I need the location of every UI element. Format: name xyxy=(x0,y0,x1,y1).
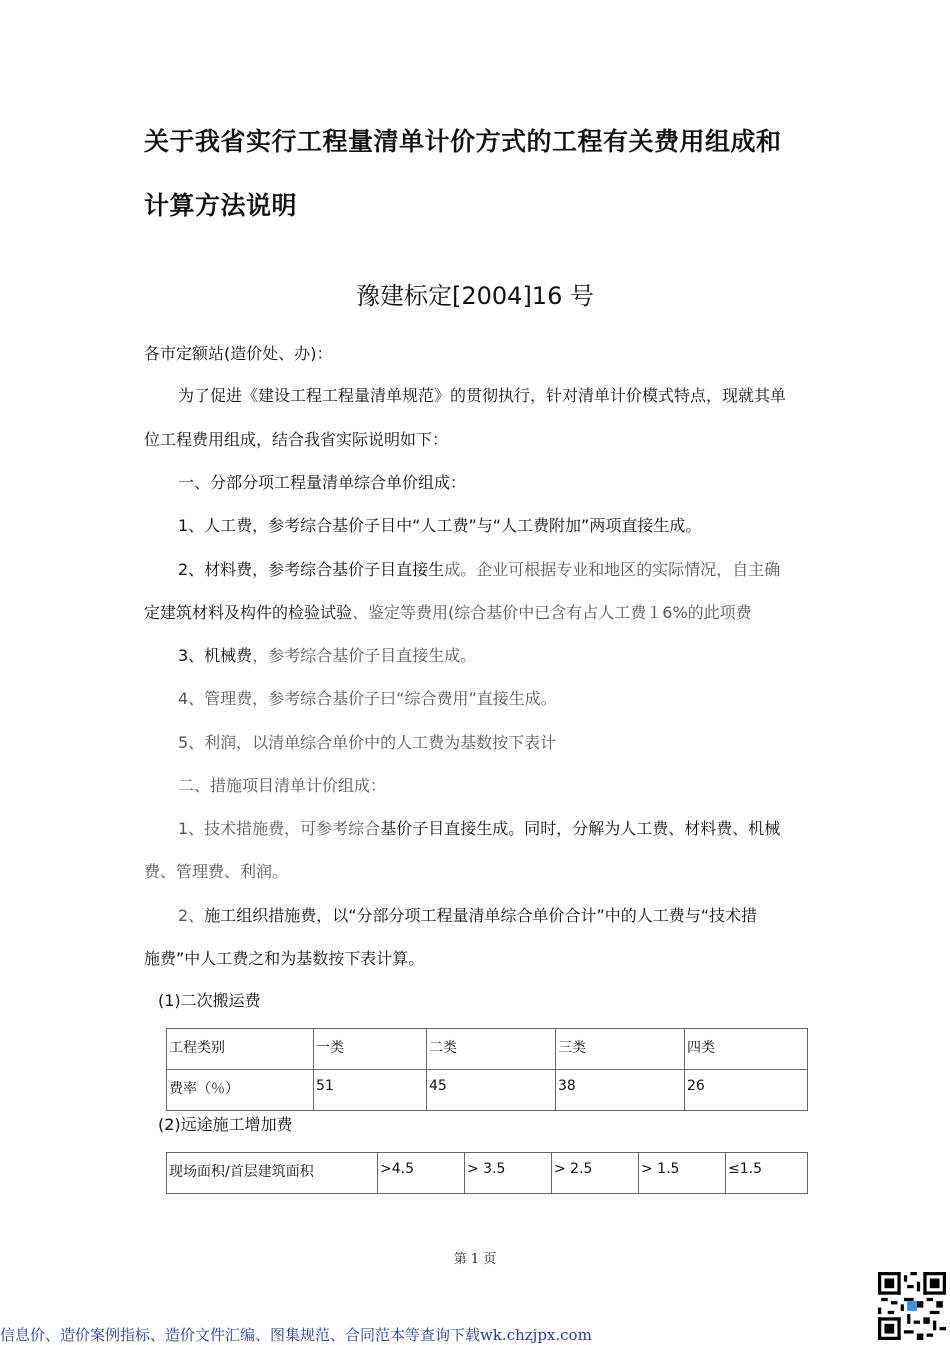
page-title-line-2: 计算方法说明 xyxy=(144,191,298,220)
table-cell: > 1.5 xyxy=(639,1153,726,1194)
item-2-text-a: 2、材料费，参考综合基价子目直接生 xyxy=(178,560,445,579)
section-1-item-1: 1、人工费，参考综合基价子目中“人工费”与“人工费附加”两项直接生成。 xyxy=(178,516,702,535)
table-1 xyxy=(166,1028,808,1111)
table-cell: 26 xyxy=(685,1070,808,1111)
section-1-heading: 一、分部分项工程量清单综合单价组成： xyxy=(178,473,467,492)
section-2-heading: 二、措施项目清单计价组成： xyxy=(178,776,387,795)
table-cell: 工程类别 xyxy=(167,1029,314,1070)
section-2-item-1-text-a: 1、技术措施费，可参考综合 xyxy=(178,819,381,838)
table-2 xyxy=(166,1152,808,1194)
section-1-item-3 xyxy=(178,646,476,666)
section-1-item-4: 4、管理费，参考综合基价子曰“综合费用”直接生成。 xyxy=(178,689,557,708)
section-2-item-2-line-2: 施费”中人工费之和为基数按下表计算。 xyxy=(144,949,425,968)
page-number: 第 1 页 xyxy=(453,1252,497,1267)
table-cell: >4.5 xyxy=(378,1153,465,1194)
section-2-item-1-text-b: 基价子目直接生成。同时，分解为人工费、材料费、机械 xyxy=(380,819,781,838)
table-cell: 45 xyxy=(427,1070,556,1111)
intro-line-1: 为了促进《建设工程工程量清单规范》的贯彻执行，针对清单计价模式特点，现就其单 xyxy=(178,386,787,405)
table-cell: ≤1.5 xyxy=(726,1153,808,1194)
table-cell: 38 xyxy=(556,1070,685,1111)
section-2-item-2-text-b: 施工组织措施费，以“分部分项工程量清单综合单价合计”中的人工费与“技术措 xyxy=(204,906,758,925)
table-cell: > 2.5 xyxy=(552,1153,639,1194)
section-2-item-1 xyxy=(178,819,780,839)
table-cell: 费率（％） xyxy=(167,1070,314,1111)
table-cell: 四类 xyxy=(685,1029,808,1070)
table-row xyxy=(167,1029,808,1070)
table-row xyxy=(167,1153,808,1194)
table-row xyxy=(167,1070,808,1111)
item-2-line-2-text-b: 、鉴定等费用(综合基价中已含有占人工费１6%的此项费 xyxy=(352,603,752,622)
table-1-caption: (1)二次搬运费 xyxy=(158,991,261,1010)
section-1-item-2-line-2 xyxy=(144,603,752,623)
table-cell: 现场面积/首层建筑面积 xyxy=(167,1153,378,1194)
page-title-line-1: 关于我省实行工程量清单计价方式的工程有关费用组成和 xyxy=(144,127,782,156)
table-cell: 一类 xyxy=(314,1029,427,1070)
item-2-line-2-text-a: 定建筑材料及构件的检验试验 xyxy=(144,603,353,622)
table-cell: > 3.5 xyxy=(465,1153,552,1194)
section-2-item-1-line-2: 费、管理费、利润。 xyxy=(144,862,289,881)
table-cell: 三类 xyxy=(556,1029,685,1070)
qr-code-icon[interactable] xyxy=(878,1272,946,1340)
salutation: 各市定额站(造价处、办)： xyxy=(144,344,333,363)
section-2-item-2 xyxy=(178,906,757,926)
table-2-caption: (2)远途施工增加费 xyxy=(158,1115,293,1134)
item-2-text-b: 成。企业可根据专业和地区的实际情况，自主确 xyxy=(444,560,781,579)
table-cell: 51 xyxy=(314,1070,427,1111)
item-3-text-b: ，参考综合基价子目直接生成。 xyxy=(252,646,477,665)
table-cell: 二类 xyxy=(427,1029,556,1070)
footer-link[interactable]: 信息价、造价案例指标、造价文件汇编、图集规范、合同范本等查询下载wk.chzjpx.com xyxy=(0,1326,592,1344)
intro-line-2: 位工程费用组成，结合我省实际说明如下： xyxy=(144,430,449,449)
section-2-item-2-text-a: 2、 xyxy=(178,906,205,925)
item-3-text-a: 3、机械费 xyxy=(178,646,253,665)
section-1-item-5: 5、利润，以清单综合单价中的人工费为基数按下表计 xyxy=(178,733,557,752)
document-number: 豫建标定[2004]16 号 xyxy=(356,282,594,310)
section-1-item-2 xyxy=(178,560,780,580)
